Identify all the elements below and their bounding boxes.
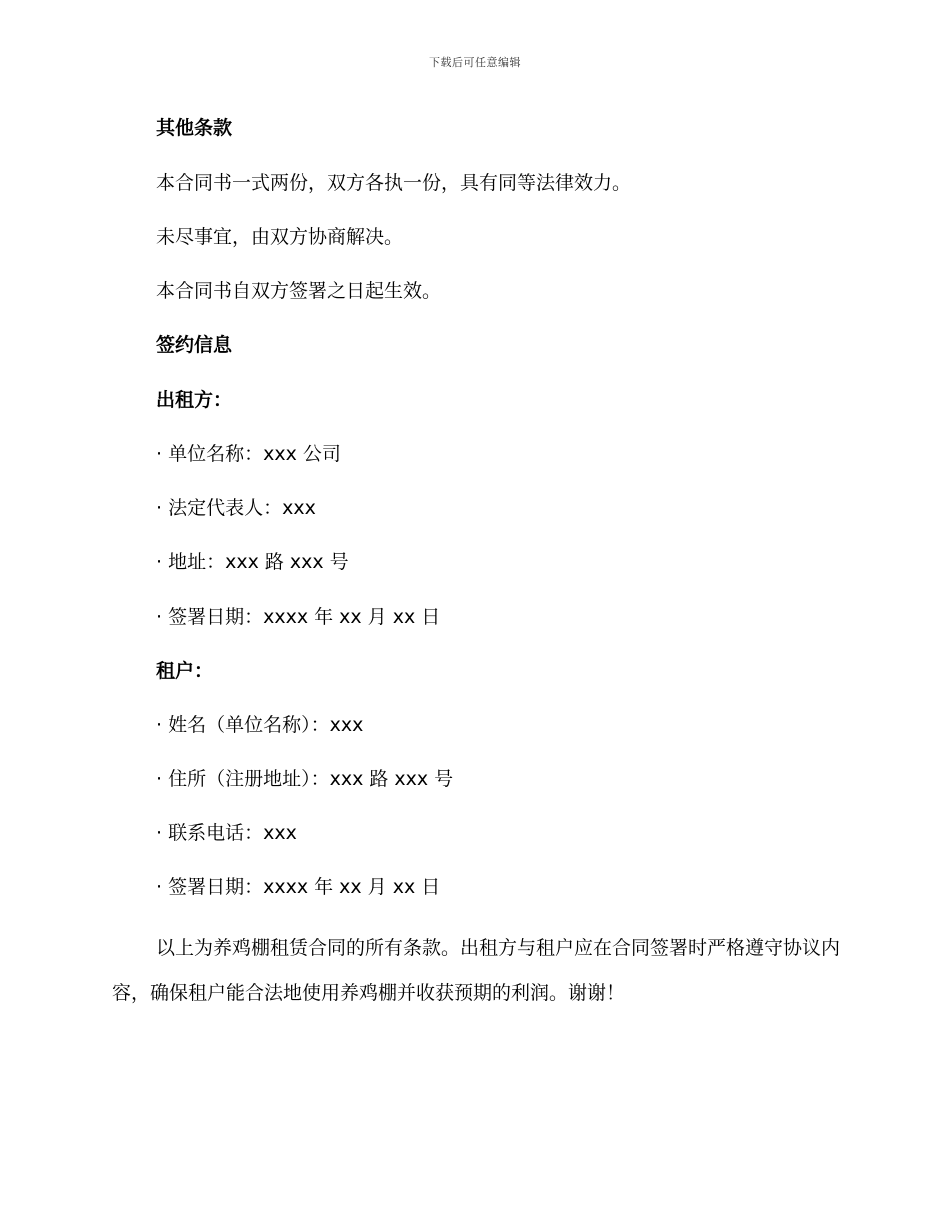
lessor-item: · 地址：xxx 路 xxx 号 (156, 548, 349, 576)
tenant-item: · 住所（注册地址）：xxx 路 xxx 号 (156, 765, 453, 793)
lessor-item: · 签署日期：xxxx 年 xx 月 xx 日 (156, 603, 440, 631)
other-terms-line: 未尽事宜，由双方协商解决。 (156, 226, 404, 248)
tenant-item: · 联系电话：xxx (156, 819, 297, 847)
signing-heading: 签约信息 (156, 334, 233, 356)
other-terms-heading: 其他条款 (156, 117, 233, 139)
lessor-item: · 单位名称：xxx 公司 (156, 440, 341, 468)
lessor-item: · 法定代表人：xxx (156, 494, 316, 522)
closing-paragraph: 以上为养鸡棚租赁合同的所有条款。出租方与租户应在合同签署时严格遵守协议内容，确保租户能合法地使用养鸡棚并收获预期的利润。谢谢！ (112, 937, 841, 1004)
tenant-item: · 签署日期：xxxx 年 xx 月 xx 日 (156, 873, 440, 901)
other-terms-line: 本合同书自双方签署之日起生效。 (156, 280, 442, 302)
header-note: 下载后可任意编辑 (429, 56, 521, 69)
other-terms-line: 本合同书一式两份，双方各执一份，具有同等法律效力。 (156, 172, 632, 194)
tenant-item: · 姓名（单位名称）：xxx (156, 711, 363, 739)
lessor-label: 出租方： (156, 389, 233, 411)
tenant-label: 租户： (156, 660, 214, 682)
